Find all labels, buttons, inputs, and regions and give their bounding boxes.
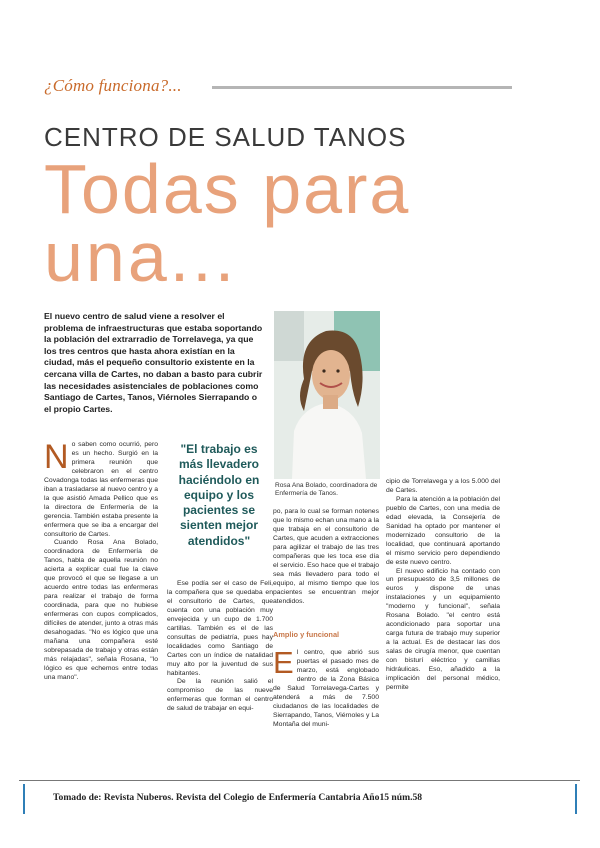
col4-paragraph-3: El nuevo edificio ha contado con un presupuesto de 3,5 millones de euros y dispone de unas instalaciones y un equipamiento "moderno y funcional", señala Rosana Bolado. "el centro está acondicionado para soportar una carga futura de trabajo muy superior a la actual. Es de destacar las dos salas de cirugía menor, que cuentan con bisturí eléctrico y camillas hidráulicas. Eso, añadido a la implicación del personal médico, permite — [386, 567, 500, 691]
body-column-4 — [386, 478, 500, 693]
col3-text-2: l centro, que abrió sus puertas el pasado mes de marzo, está englobado dentro de la Zona Básica de Salud Torrelavega-Cartes y atenderá a más de 7.500 ciudadanos de las localidades de Sierrapando, Tanos, Viérnoles y La Montaña del muni- — [273, 649, 379, 728]
col1-paragraph-2: Cuando Rosa Ana Bolado, coordinadora de Enfermería de Tanos, habla de aquella reunión no acierta a explicar cual fue la clave que provocó el que se llegase a un acuerdo entre todas las enfermeras para realizar el trabajo de forma coordinada, para que no hubiese enfermeras con cupos complicados, difíciles de atender, junto a otras más desahogadas. "No es lógico que una mañana una compañera esté sobrepasada de trabajo y otras están más relajadas", señala Rosana, "lo lógico es que echemos entre todas una mano". — [44, 539, 158, 681]
col1-paragraph-1 — [44, 438, 158, 539]
portrait-photo — [274, 311, 380, 479]
drop-cap: N — [44, 438, 69, 476]
col2-paragraph-1: Ese podía ser el caso de Feli, la compañera que se quedaba en el consultorio de Cartes, que cuenta con una población muy envejecida y un cupo de 1.700 cartillas. También es el de las consultas de pediatría, pues hay localidades como Santiago de Cartes con un índice de natalidad muy alto por la juventud de sus habitantes. — [167, 580, 273, 677]
drop-cap-e: E — [273, 645, 294, 680]
source-footer: Tomado de: Revista Nuberos. Revista del Colegio de Enfermería Cantabria Año15 núm.58 — [53, 792, 423, 803]
article-subhead: CENTRO DE SALUD TANOS — [44, 122, 407, 152]
col4-paragraph-2: Para la atención a la población del pueblo de Cartes, con una media de edad elevada, la Consejería de Sanidad ha optado por mantener el modernizado consultorio de la localidad, que continuará aportando el mismo servicio pero dependiendo de este nuevo centro. — [386, 495, 500, 566]
portrait-illustration — [274, 311, 380, 479]
body-column-3 — [273, 508, 379, 606]
col4-paragraph-1: cipio de Torrelavega y a los 5.000 del de Cartes. — [386, 478, 500, 494]
col3-paragraph-1: po, para lo cual se forman notenes que lo mismo echan una mano a la que trabaja en el consultorio de Cartes, que acuden a extracciones para agilizar el trabajo de las tres compañeras que les toca ese día el servicio. Eso hace que el trabajo sea más llevadero para todo el equipo, al mismo tiempo que los pacientes se encuentran mejor atendidos. — [273, 508, 379, 605]
col2-paragraph-2: De la reunión salió el compromiso de las nueve enfermeras que forman el centro de salud de trabajar en equi- — [167, 678, 273, 713]
photo-caption: Rosa Ana Bolado, coordinadora de Enfermería de Tanos. — [275, 482, 378, 498]
headline-line-1: Todas para — [44, 150, 411, 228]
section-title: ¿Cómo funciona?... — [44, 76, 182, 95]
pull-quote: "El trabajo es más llevadero haciéndolo en equipo y los pacientes se sienten mejor atendidos" — [178, 442, 260, 548]
headline-line-2: una... — [44, 218, 238, 296]
body-column-3-continued — [273, 645, 379, 730]
footer-bar-right — [575, 784, 577, 814]
col3-paragraph-2 — [273, 645, 379, 730]
section-rule — [212, 86, 512, 89]
footer-bar-left — [23, 784, 25, 814]
lead-paragraph: El nuevo centro de salud viene a resolver el problema de infraestructuras que estaba soportando la población del extrarradio de Torrelavega, ya que los tres centros que hasta ahora existían en la ciudad, más el pequeño consultorio existente en la cercana villa de Cartes, no daban a basto para cubrir las necesidades asistenciales de poblaciones como Santiago de Cartes, Tanos, Viérnoles Sierrapando o el propio Cartes. — [44, 311, 263, 414]
col1-text-1: o saben como ocurrió, pero es un hecho. Surgió en la primera reunión que celebraron en el centro Covadonga todas las enfermeras que iban a trasladarse al nuevo centro y a la que asistió Amada Pellico que es la directora de Enfermería de la gerencia. También estaba presente la enfermera que se iba a encargar del consultorio de Cartes. — [44, 441, 158, 538]
body-column-2 — [167, 580, 273, 714]
footer-rule — [19, 780, 580, 781]
subsection-heading: Amplio y funcional — [273, 630, 340, 639]
body-column-1 — [44, 438, 158, 683]
